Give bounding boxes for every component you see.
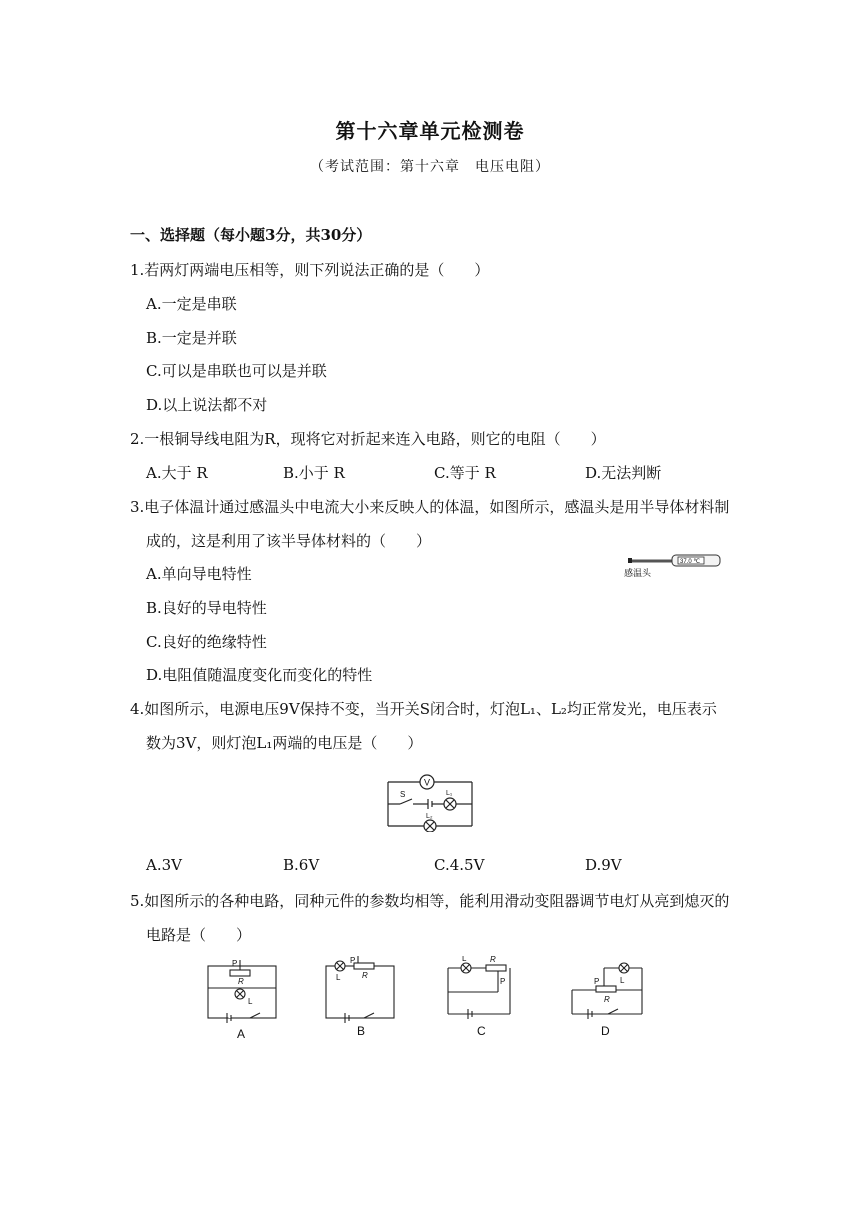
question-4-option-a: A.3V xyxy=(146,856,182,874)
question-3-stem-line-1: 3.电子体温计通过感温头中电流大小来反映人的体温，如图所示，感温头是用半导体材料制 xyxy=(130,498,730,516)
circuit-b-l-label: L xyxy=(336,973,341,982)
thermometer-stem xyxy=(632,560,672,563)
circuit-d-r-label: R xyxy=(604,995,610,1004)
question-1-option-a: A.一定是串联 xyxy=(146,295,237,313)
section-heading: 一、选择题（每小题3分，共30分） xyxy=(130,226,372,244)
circuit-d xyxy=(572,963,642,1019)
circuit-c xyxy=(448,963,510,1019)
lamp-l2-label: L₂ xyxy=(426,813,433,820)
question-4-circuit xyxy=(380,768,480,832)
thermometer-tip xyxy=(628,558,632,563)
thermometer-illustration xyxy=(618,552,728,580)
question-1-option-c: C.可以是串联也可以是并联 xyxy=(146,362,327,380)
circuit-d-l-label: L xyxy=(620,976,625,985)
page-title: 第十六章单元检测卷 xyxy=(335,119,525,143)
circuit-b xyxy=(326,956,394,1023)
circuit-b-r-label: R xyxy=(362,971,368,980)
circuit-d-rheostat xyxy=(596,986,616,992)
question-2-option-d: D.无法判断 xyxy=(585,464,662,482)
question-3-option-c: C.良好的绝缘特性 xyxy=(146,633,267,651)
switch-symbol xyxy=(400,799,412,804)
circuit-a-r-label: R xyxy=(238,977,244,986)
question-3-stem-line-2: 成的，这是利用了该半导体材料的（ ） xyxy=(146,532,432,550)
figure-label-c: C xyxy=(477,1024,486,1038)
question-2-option-b: B.小于 R xyxy=(283,464,345,482)
question-1-stem: 1.若两灯两端电压相等，则下列说法正确的是（ ） xyxy=(130,261,490,279)
figure-label-a: A xyxy=(237,1027,246,1041)
question-5-circuits xyxy=(200,956,660,1042)
circuit-b-p-label: P xyxy=(350,956,356,965)
circuit-b-rheostat xyxy=(354,963,374,969)
thermometer-figure xyxy=(618,552,728,580)
question-4-option-d: D.9V xyxy=(585,856,622,874)
thermometer-display-text: 37.0 ℃ xyxy=(680,559,701,565)
circuit-d-p-label: P xyxy=(594,977,600,986)
question-2-option-c: C.等于 R xyxy=(434,464,496,482)
question-1-option-b: B.一定是并联 xyxy=(146,329,237,347)
lamp-l1-label: L₁ xyxy=(446,790,453,797)
question-5-circuits-figure xyxy=(200,956,660,1042)
question-5-stem-line-1: 5.如图所示的各种电路，同种元件的参数均相等，能利用滑动变阻器调节电灯从亮到熄灭的 xyxy=(130,892,730,910)
circuit-c-p-label: P xyxy=(500,977,506,986)
question-4-option-c: C.4.5V xyxy=(434,856,485,874)
voltmeter-label: V xyxy=(424,777,431,788)
question-2-stem: 2.一根铜导线电阻为R，现将它对折起来连入电路，则它的电阻（ ） xyxy=(130,430,606,448)
page-subtitle: （考试范围：第十六章 电压电阻） xyxy=(310,159,550,175)
question-4-stem-line-2: 数为3V，则灯泡L₁两端的电压是（ ） xyxy=(146,734,423,752)
question-3-option-b: B.良好的导电特性 xyxy=(146,599,267,617)
circuit-a-rheostat xyxy=(230,970,250,976)
switch-label: S xyxy=(400,790,406,799)
circuit-a-l-label: L xyxy=(248,997,253,1006)
question-3-option-a: A.单向导电特性 xyxy=(146,565,252,583)
question-4-option-b: B.6V xyxy=(283,856,320,874)
circuit-a xyxy=(208,960,276,1023)
thermometer-label: 感温头 xyxy=(624,568,652,578)
question-4-circuit-figure xyxy=(380,768,480,832)
question-5-stem-line-2: 电路是（ ） xyxy=(146,926,252,944)
question-3-option-d: D.电阻值随温度变化而变化的特性 xyxy=(146,666,373,684)
circuit-c-l-label: L xyxy=(462,956,467,963)
figure-label-d: D xyxy=(601,1024,610,1038)
circuit-c-rheostat xyxy=(486,965,506,971)
question-4-stem-line-1: 4.如图所示，电源电压9V保持不变，当开关S闭合时，灯泡L₁、L₂均正常发光，电压表示 xyxy=(130,700,717,718)
question-1-option-d: D.以上说法都不对 xyxy=(146,396,268,414)
circuit-c-r-label: R xyxy=(490,956,496,964)
circuit-a-p-label: P xyxy=(232,959,238,968)
figure-label-b: B xyxy=(357,1024,366,1038)
question-2-option-a: A.大于 R xyxy=(146,464,208,482)
